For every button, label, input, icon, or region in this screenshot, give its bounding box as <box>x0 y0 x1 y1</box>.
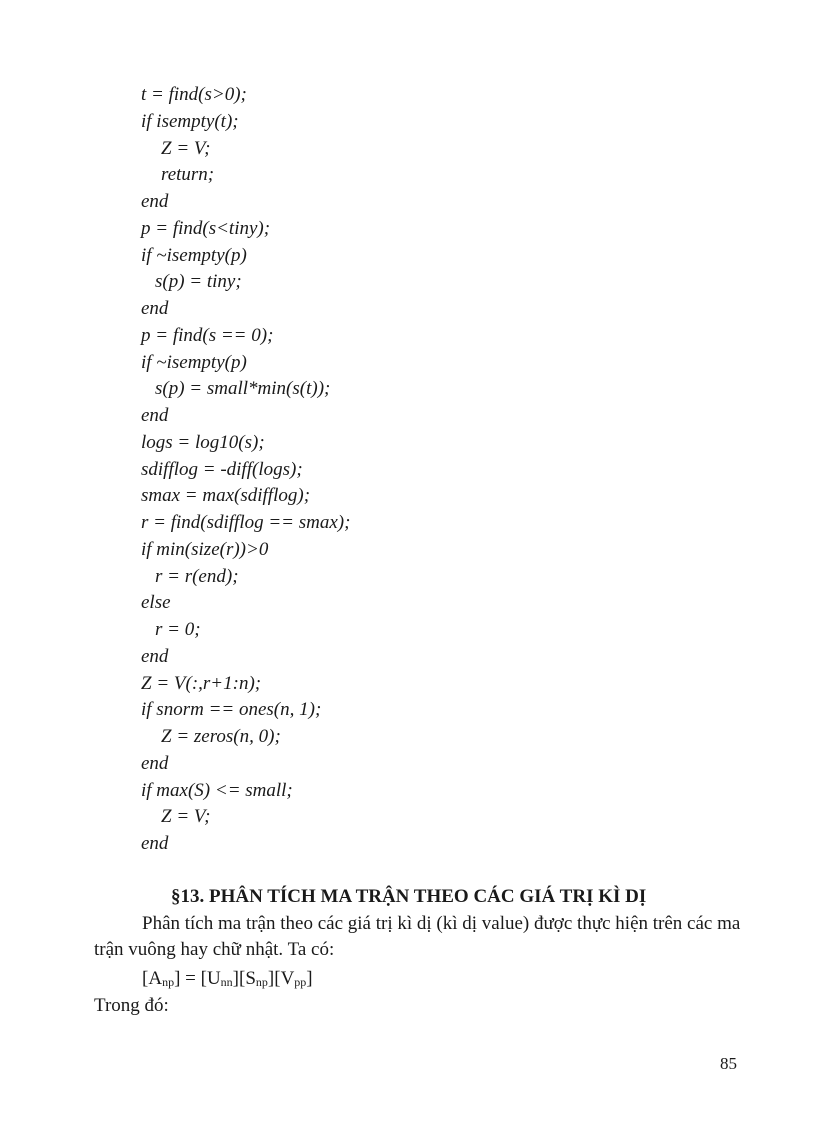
code-line: Z = V; <box>161 137 211 159</box>
matrix-v: V <box>280 968 295 989</box>
code-line: end <box>141 405 169 426</box>
code-line: smax = max(sdifflog); <box>141 485 311 507</box>
code-line: if ~isempty(p) <box>141 351 247 373</box>
code-line: if max(S) <= small; <box>141 779 293 801</box>
page-number: 85 <box>720 1054 737 1073</box>
code-line: if ~isempty(p) <box>141 244 247 266</box>
code-line: s(p) = tiny; <box>155 271 242 293</box>
code-line: p = find(s == 0); <box>141 324 274 346</box>
code-line: end <box>141 191 169 212</box>
matrix-u-subscript: nn <box>220 975 233 989</box>
code-line: if snorm == ones(n, 1); <box>141 699 322 721</box>
code-line: Z = V(:,r+1:n); <box>141 672 262 694</box>
code-line: end <box>141 645 169 667</box>
code-line: sdifflog = -diff(logs); <box>141 458 303 480</box>
code-line: else <box>141 592 171 614</box>
matrix-s: S <box>245 968 256 989</box>
matrix-u: U <box>206 968 221 989</box>
svd-formula: $[A_{np}] = [U_{nn}][S_{np}][V_{pp}]$ <box>142 968 313 989</box>
code-line: r = 0; <box>155 619 201 640</box>
trailing-text: Trong đó: <box>94 995 169 1016</box>
matrix-v-subscript: pp <box>294 975 307 989</box>
matrix-a: A <box>148 968 163 989</box>
code-line: return; <box>161 164 215 186</box>
code-listing <box>141 82 741 858</box>
matrix-s-subscript: np <box>255 975 268 989</box>
code-line: end <box>141 833 169 854</box>
code-line: p = find(s<tiny); <box>141 217 271 239</box>
body-paragraph: Phân tích ma trận theo các giá trị kì dị (kì dị value) được thực hiện trên các ma trận vuông hay chữ nhật. Ta có: <box>94 913 741 960</box>
code-line: t = find(s>0); <box>141 84 247 105</box>
code-line: end <box>141 752 169 774</box>
matrix-a-subscript: np <box>162 975 175 989</box>
code-line: r = find(sdifflog == smax); <box>141 512 351 533</box>
code-line: logs = log10(s); <box>141 431 265 453</box>
code-line: if isempty(t); <box>141 110 239 132</box>
code-line: r = r(end); <box>155 565 239 587</box>
section-heading: §13. PHÂN TÍCH MA TRẬN THEO CÁC GIÁ TRỊ KÌ DỊ <box>171 886 647 907</box>
code-line: end <box>141 298 169 319</box>
code-line: s(p) = small*min(s(t)); <box>155 378 331 400</box>
code-line: Z = zeros(n, 0); <box>161 726 281 747</box>
code-line: Z = V; <box>161 806 211 828</box>
code-line: if min(size(r))>0 <box>141 538 269 560</box>
